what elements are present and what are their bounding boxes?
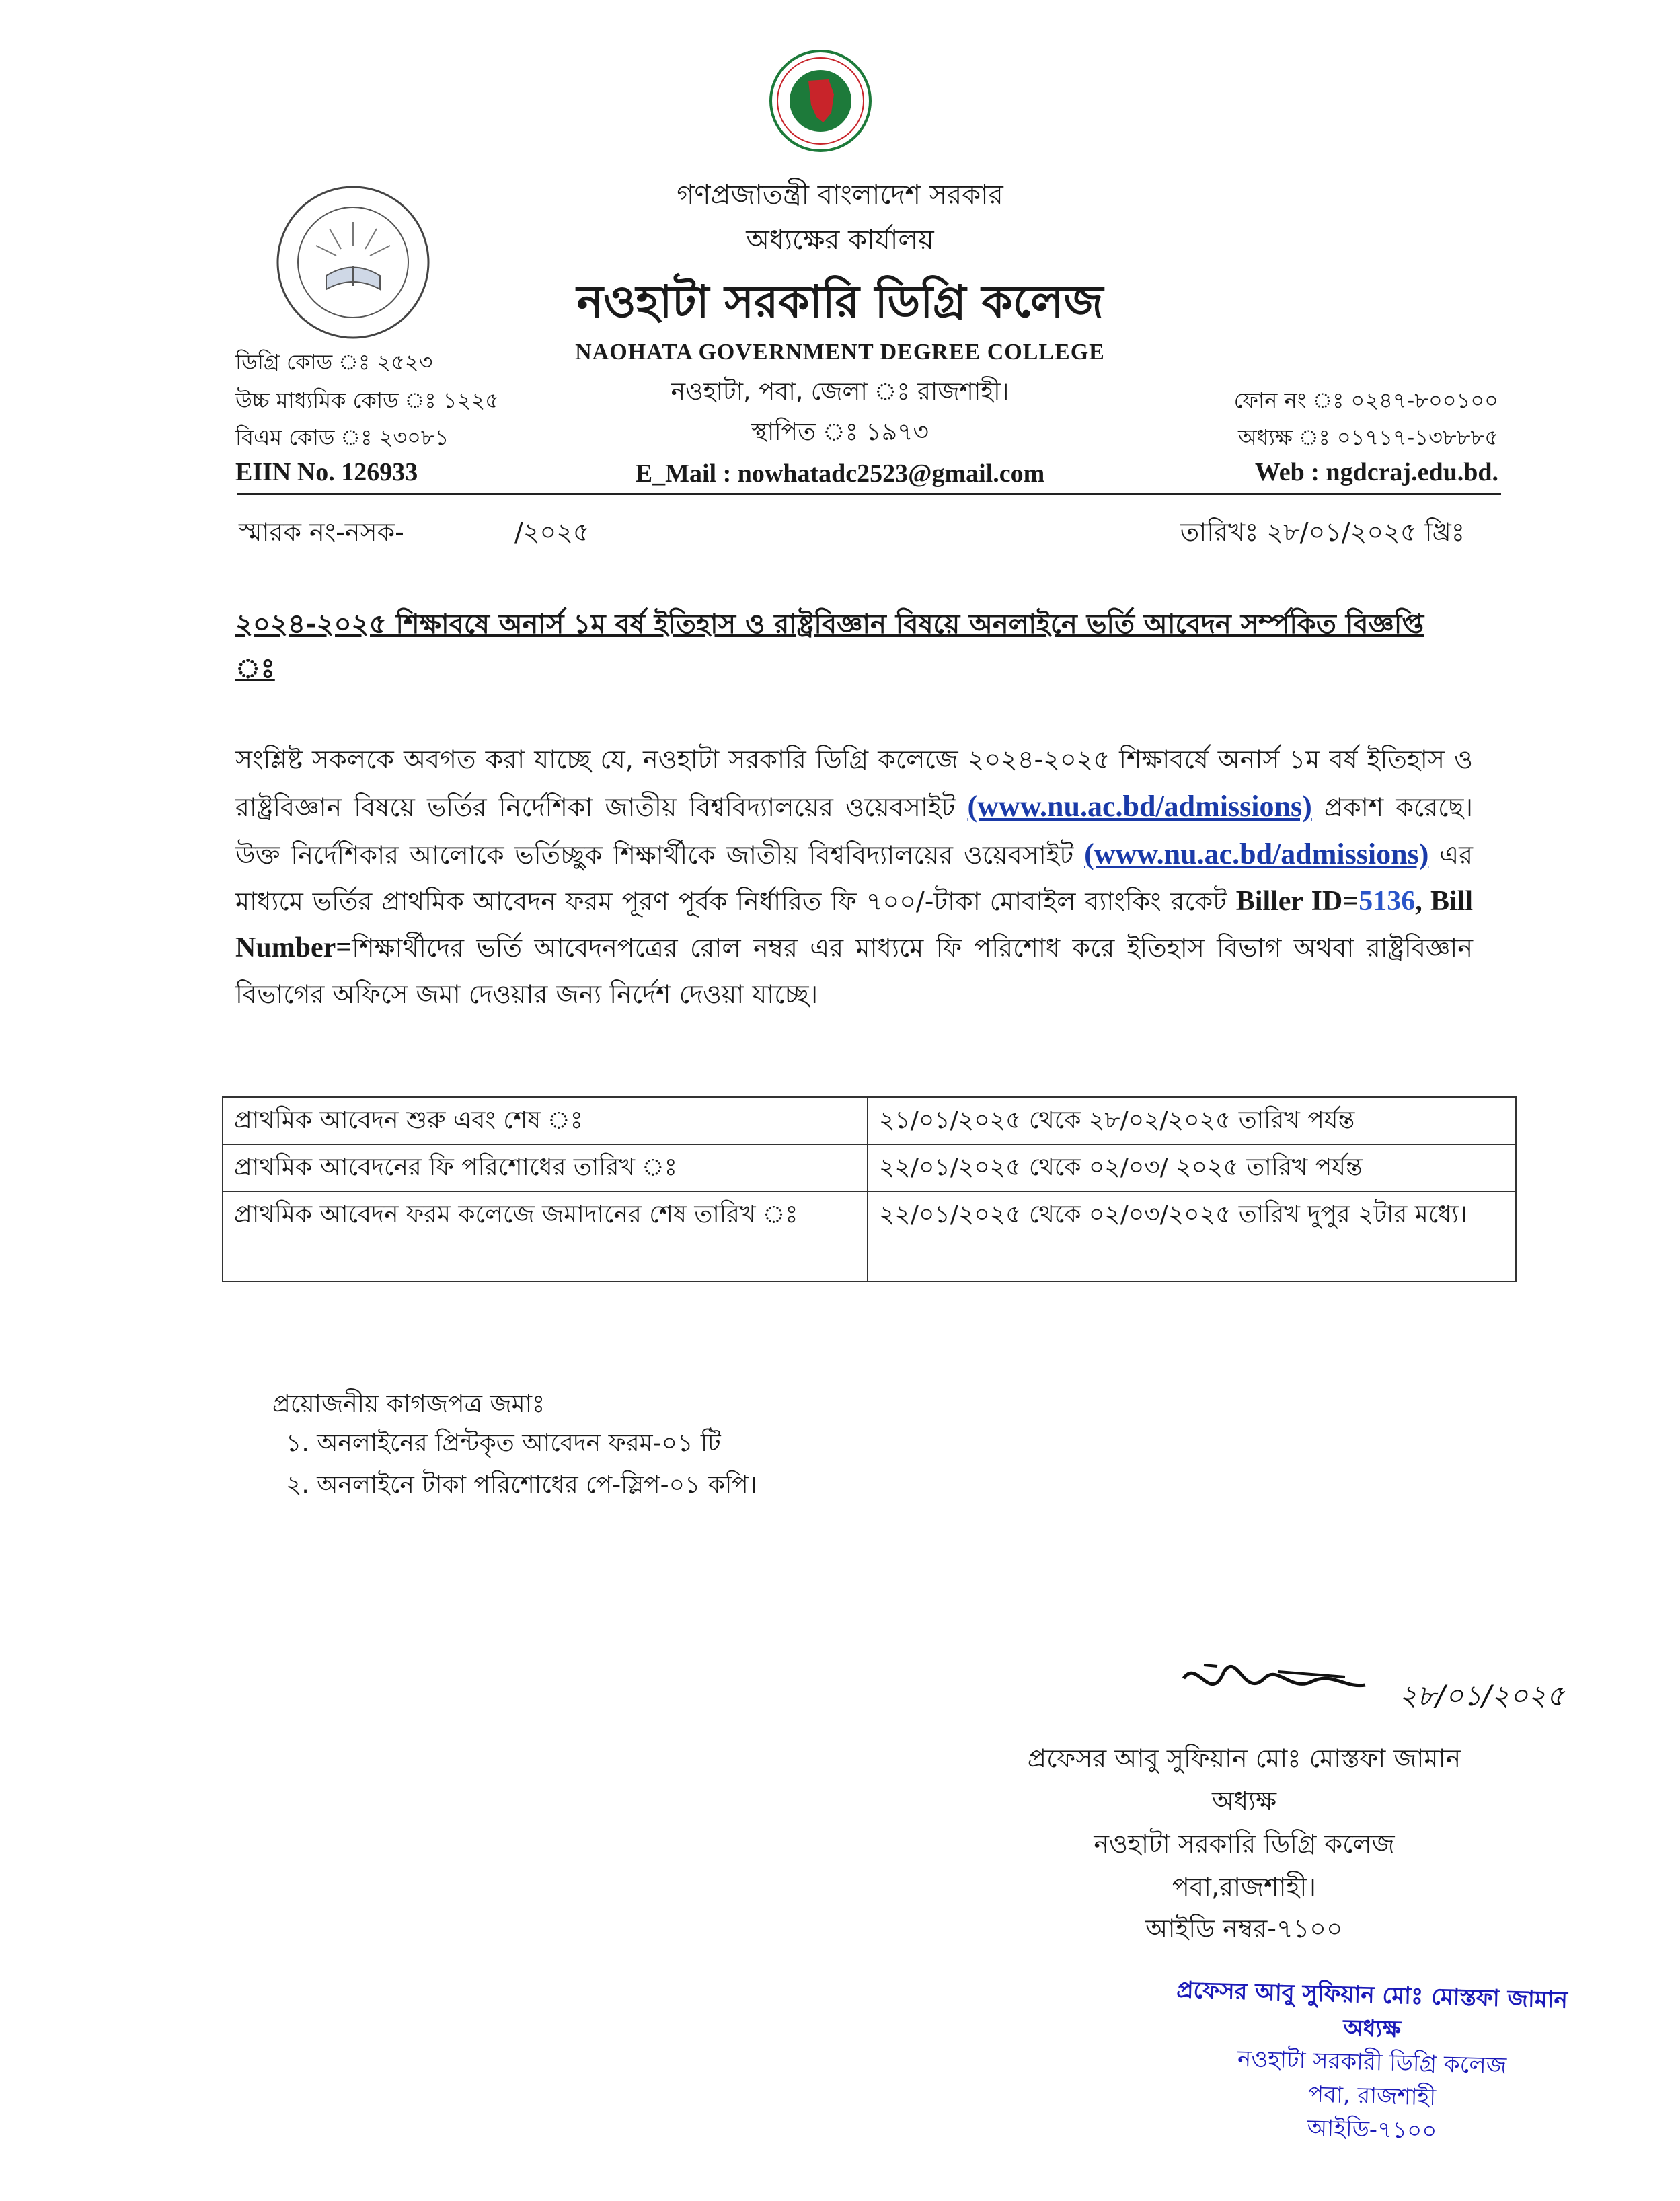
table-row [223,1144,1516,1191]
stamp-line: পবা, রাজশাহী [1307,2081,1437,2112]
table-row [223,1097,1516,1144]
hsc-code: উচ্চ মাধ্যমিক কোড ঃ ১২২৫ [235,387,499,413]
table-row [223,1191,1516,1281]
signatory-college: নওহাটা সরকারি ডিগ্রি কলেজ [1094,1829,1395,1859]
schedule-table [222,1096,1517,1282]
office-name: অধ্যক্ষের কার্যালয় [746,225,934,256]
schedule-label: প্রাথমিক আবেদনের ফি পরিশোধের তারিখ ঃ [223,1144,868,1191]
degree-code: ডিগ্রি কোড ঃ ২৫২৩ [235,349,433,375]
bill-number-label: , Bill Number= [235,886,1473,963]
stamp-line: অধ্যক্ষ [1342,2014,1402,2044]
college-address: নওহাটা, পবা, জেলা ঃ রাজশাহী। [671,378,1009,406]
schedule-value: ২২/০১/২০২৫ থেকে ০২/০৩/ ২০২৫ তারিখ পর্যন্ত [868,1144,1516,1191]
notice-body [235,737,1473,1018]
website: Web : ngdcraj.edu.bd. [1254,458,1498,486]
stamp-line: নওহাটা সরকারী ডিগ্রি কলেজ [1237,2045,1507,2080]
stamp-line: আইডি-৭১০০ [1307,2114,1437,2145]
signature-date: ২৮/০১/২০২৫ [1399,1679,1565,1712]
body-text-3: এর মাধ্যমে ভর্তির প্রাথমিক আবেদন ফরম পূরণ পূর্বক নির্ধারিত ফি ৭০০/-টাকা মোবাইল ব্যাংকিং রকেট [235,840,1473,916]
college-email: E_Mail : nowhatadc2523@gmail.com [635,459,1045,488]
nu-admission-link-1[interactable]: (www.nu.ac.bd/admissions) [967,790,1312,823]
biller-id: 5136 [1359,886,1416,917]
principal-phone: অধ্যক্ষ ঃ ০১৭১৭-১৩৮৮৮৫ [1237,424,1498,450]
list-item: ১. অনলাইনের প্রিন্টকৃত আবেদন ফরম-০১ টি [286,1429,721,1457]
schedule-label: প্রাথমিক আবেদন ফরম কলেজে জমাদানের শেষ তারিখ ঃ [223,1191,868,1281]
nu-admission-link-2[interactable]: (www.nu.ac.bd/admissions) [1084,837,1429,870]
biller-label: Biller ID= [1235,886,1359,917]
established-year: স্থাপিত ঃ ১৯৭৩ [751,418,929,446]
notice-title: ২০২৪-২০২৫ শিক্ষাবষে অনার্স ১ম বর্ষ ইতিহাস ও রাষ্ট্রবিজ্ঞান বিষয়ে অনলাইনে ভর্তি আবেদন সর্ম্পকিত বিজ্ঞপ্তি ঃ [235,609,1424,684]
header-divider [237,493,1501,495]
eiin-number: EIIN No. 126933 [235,458,418,486]
body-text-2: প্রকাশ করেছে। উক্ত নির্দেশিকার আলোকে ভর্তিচ্ছুক শিক্ষার্থীকে জাতীয় বিশ্ববিদ্যালয়ের ওয়েবসাইট [235,792,1473,870]
schedule-value: ২১/০১/২০২৫ থেকে ২৮/০২/২০২৫ তারিখ পর্যন্ত [868,1097,1516,1144]
list-item: ২. অনলাইনে টাকা পরিশোধের পে-স্লিপ-০১ কপি। [286,1471,757,1499]
documents-heading: প্রয়োজনীয় কাগজপত্র জমাঃ [272,1390,545,1418]
phone-number: ফোন নং ঃ ০২৪৭-৮০০১০০ [1233,387,1498,413]
bm-code: বিএম কোড ঃ ২৩০৮১ [235,424,449,450]
signatory-designation: অধ্যক্ষ [1211,1786,1276,1816]
body-text-4: শিক্ষার্থীদের ভর্তি আবেদনপত্রের রোল নম্বর এর মাধ্যমে ফি পরিশোধ করে ইতিহাস বিভাগ অথবা রাষ্ট্রবিজ্ঞান বিভাগের অফিসে জমা দেওয়ার জন্য নির্দেশ দেওয়া যাচ্ছে। [235,933,1473,1009]
handwritten-signature [1177,1651,1634,1739]
college-name-bn: নওহাটা সরকারি ডিগ্রি কলেজ [576,276,1104,328]
memo-ref-label: স্মারক নং-নসক- [239,517,404,547]
signatory-id: আইডি নম্বর-৭১০০ [1145,1914,1343,1943]
stamp-line: প্রফেসর আবু সুফিয়ান মোঃ মোস্তফা জামান [1176,1976,1568,2014]
government-emblem-icon [767,47,874,155]
college-name-en: NAOHATA GOVERNMENT DEGREE COLLEGE [575,340,1105,365]
signatory-place: পবা,রাজশাহী। [1172,1872,1316,1902]
signatory-name: প্রফেসর আবু সুফিয়ান মোঃ মোস্তফা জামান [1027,1744,1461,1773]
memo-ref-year: /২০২৫ [514,517,590,547]
memo-date: তারিখঃ ২৮/০১/২০২৫ খ্রিঃ [1180,517,1465,547]
schedule-value: ২২/০১/২০২৫ থেকে ০২/০৩/২০২৫ তারিখ দুপুর ২টার মধ্যে। [868,1191,1516,1281]
schedule-label: প্রাথমিক আবেদন শুরু এবং শেষ ঃ [223,1097,868,1144]
body-text-1: সংশ্লিষ্ট সকলকে অবগত করা যাচ্ছে যে, নওহাটা সরকারি ডিগ্রি কলেজে ২০২৪-২০২৫ শিক্ষাবর্ষে অনার্স ১ম বর্ষ ইতিহাস ও রাষ্ট্রবিজ্ঞান বিষয়ে ভর্তির নির্দেশিকা জাতীয় বিশ্ববিদ্যালয়ের ওয়েবসাইট [235,745,1473,822]
govt-name: গণপ্রজাতন্ত্রী বাংলাদেশ সরকার [677,180,1003,211]
